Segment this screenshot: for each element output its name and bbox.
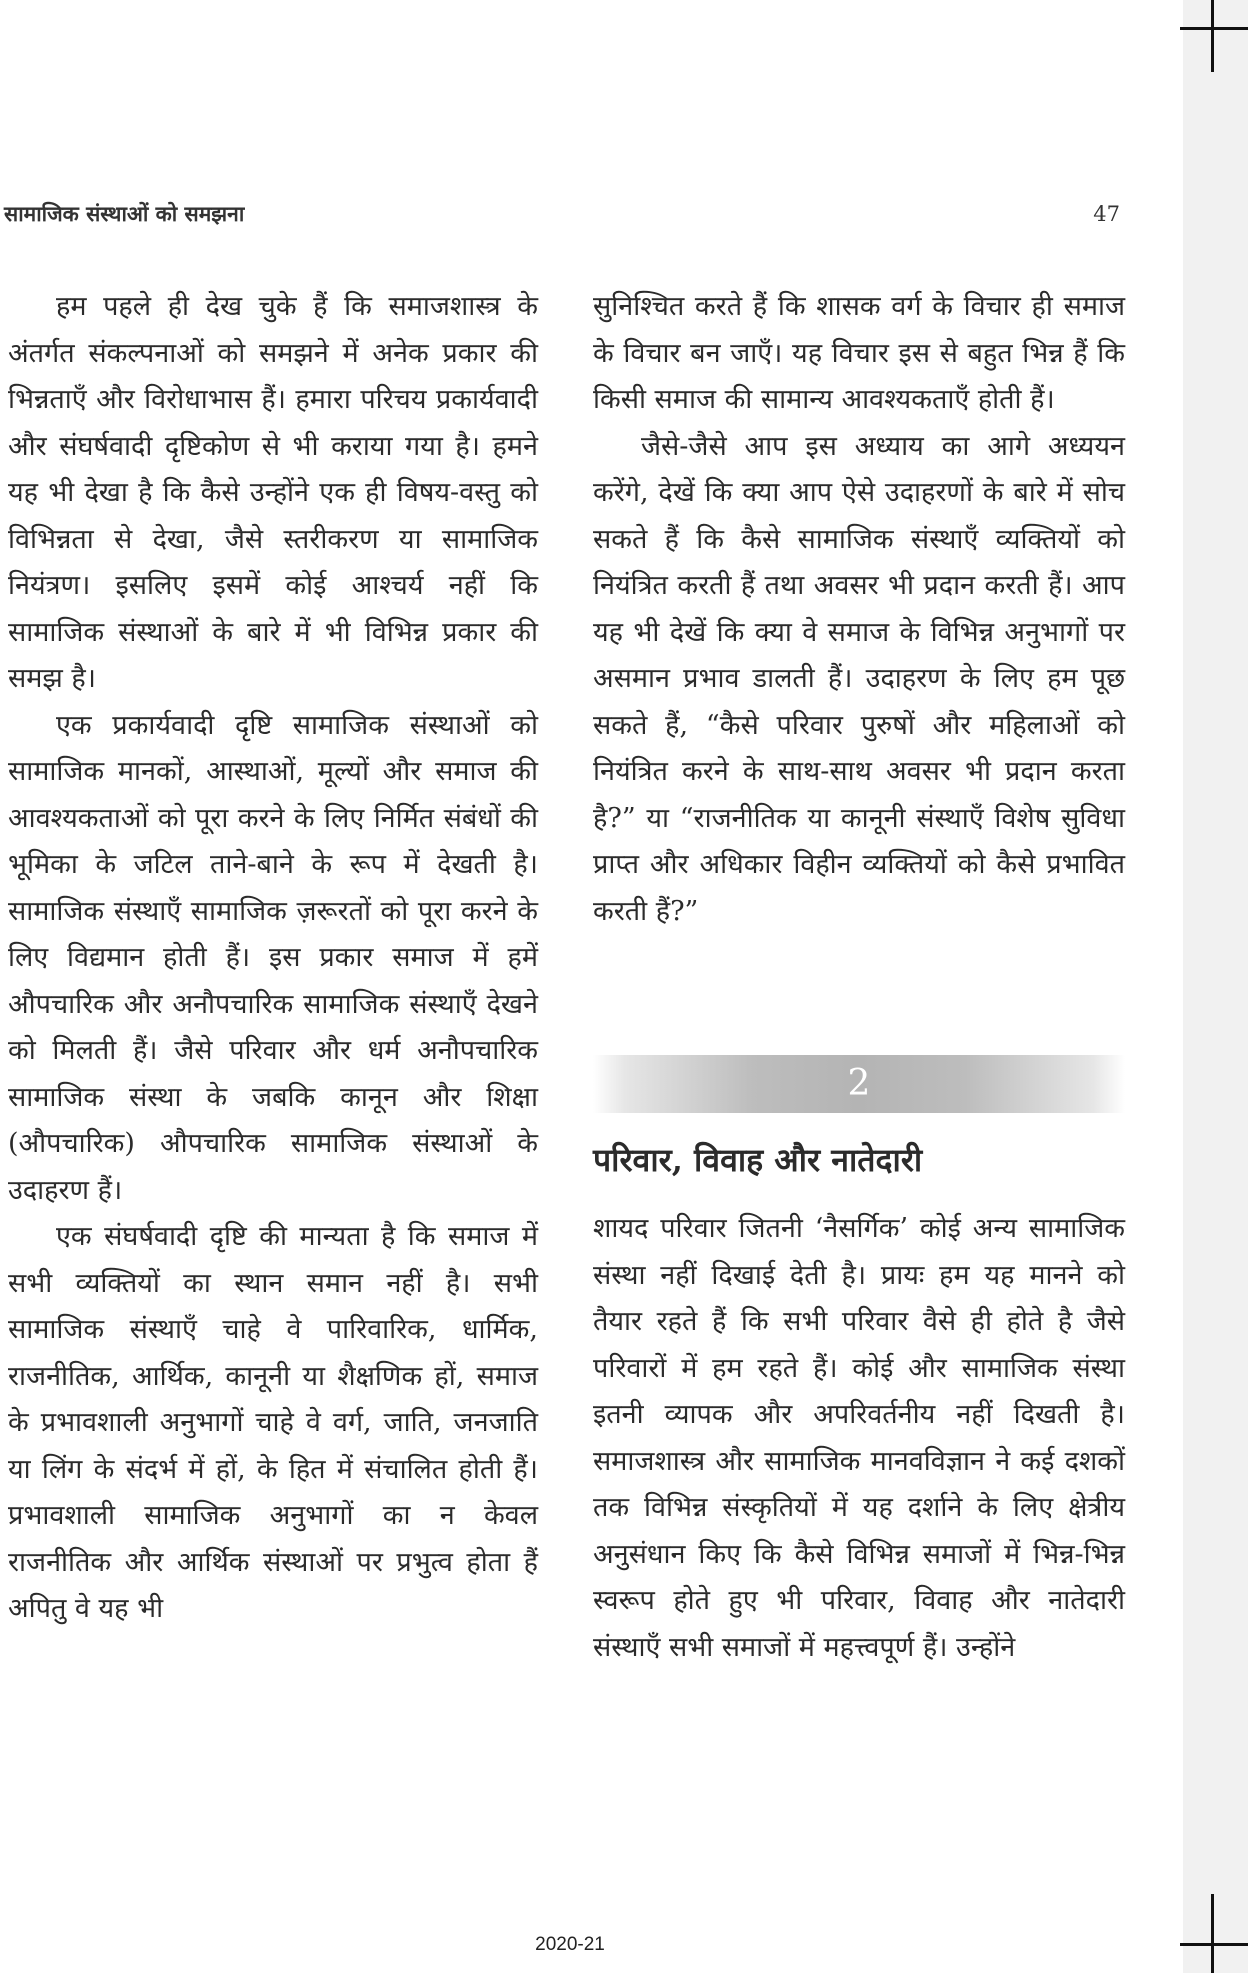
body-paragraph: सुनिश्चित करते हैं कि शासक वर्ग के विचार ही समाज के विचार बन जाएँ। यह विचार इस से बहुत भिन्न हैं कि किसी समाज की सामान्य आवश्यकताएँ होती हैं। [593,291,1125,415]
section-number-band [593,1055,1125,1113]
body-paragraph: शायद परिवार जितनी ‘नैसर्गिक’ कोई अन्य सामाजिक संस्था नहीं दिखाई देती है। प्रायः हम यह मानने को तैयार रहते हैं कि सभी परिवार वैसे ही होते है जैसे परिवारों में हम रहते हैं। कोई और सामाजिक संस्था इतनी व्यापक और अपरिवर्तनीय नहीं दिखती है। समाजशास्त्र और सामाजिक मानवविज्ञान ने कई दशकों तक विभिन्न संस्कृतियों में यह दर्शाने के लिए क्षेत्रीय अनुसंधान किए कि कैसे विभिन्न समाजों में भिन्न-भिन्न स्वरूप होते हुए भी परिवार, विवाह और नातेदारी संस्थाएँ सभी समाजों में महत्त्वपूर्ण हैं। उन्होंने [593,1213,1125,1663]
page-number: 47 [1093,202,1120,226]
right-column [593,284,1125,935]
section-body [593,1206,1125,1671]
section-heading: परिवार, विवाह और नातेदारी [593,1141,923,1179]
body-paragraph: हम पहले ही देख चुके हैं कि समाजशास्त्र के अंतर्गत संकल्पनाओं को समझने में अनेक प्रकार की भिन्नताएँ और विरोधाभास हैं। हमारा परिचय प्रकार्यवादी और संघर्षवादी दृष्टिकोण से भी कराया गया है। हमने यह भी देखा है कि कैसे उन्होंने एक ही विषय-वस्तु को विभिन्नता से देखा, जैसे स्तरीकरण या सामाजिक नियंत्रण। इसलिए इसमें कोई आश्चर्य नहीं कि सामाजिक संस्थाओं के बारे में भी विभिन्न प्रकार की समझ है। [8,291,538,694]
crop-mark-bottom-vertical [1211,1894,1214,1973]
crop-mark-top-horizontal [1180,27,1248,30]
body-paragraph: एक संघर्षवादी दृष्टि की मान्यता है कि समाज में सभी व्यक्तियों का स्थान समान नहीं है। सभी सामाजिक संस्थाएँ चाहे वे पारिवारिक, धार्मिक, राजनीतिक, आर्थिक, कानूनी या शैक्षणिक हों, समाज के प्रभावशाली अनुभागों चाहे वे वर्ग, जाति, जनजाति या लिंग के संदर्भ में हों, के हित में संचालित होती हैं। प्रभावशाली सामाजिक अनुभागों का न केवल राजनीतिक और आर्थिक संस्थाओं पर प्रभुत्व होता हैं अपितु वे यह भी [8,1221,538,1624]
page-margin-strip [1183,0,1248,1973]
body-paragraph: एक प्रकार्यवादी दृष्टि सामाजिक संस्थाओं को सामाजिक मानकों, आस्थाओं, मूल्यों और समाज की आवश्यकताओं को पूरा करने के लिए निर्मित संबंधों की भूमिका के जटिल ताने-बाने के रूप में देखती है। सामाजिक संस्थाएँ सामाजिक ज़रूरतों को पूरा करने के लिए विद्यमान होती हैं। इस प्रकार समाज में हमें औपचारिक और अनौपचारिक सामाजिक संस्थाएँ देखने को मिलती हैं। जैसे परिवार और धर्म अनौपचारिक सामाजिक संस्था के जबकि कानून और शिक्षा (औपचारिक) औपचारिक सामाजिक संस्थाओं के उदाहरण हैं। [8,709,538,1206]
section-number: 2 [847,1063,871,1104]
body-paragraph: जैसे-जैसे आप इस अध्याय का आगे अध्ययन करेंगे, देखें कि क्या आप ऐसे उदाहरणों के बारे में सोच सकते हैं कि कैसे सामाजिक संस्थाएँ व्यक्तियों को नियंत्रित करती हैं तथा अवसर भी प्रदान करती हैं। आप यह भी देखें कि क्या वे समाज के विभिन्न अनुभागों पर असमान प्रभाव डालती हैं। उदाहरण के लिए हम पूछ सकते हैं, “कैसे परिवार पुरुषों और महिलाओं को नियंत्रित करने के साथ-साथ अवसर भी प्रदान करता है?” या “राजनीतिक या कानूनी संस्थाएँ विशेष सुविधा प्राप्त और अधिकार विहीन व्यक्तियों को कैसे प्रभावित करती हैं?” [593,430,1125,927]
footer-year: 2020-21 [535,1934,605,1955]
crop-mark-bottom-horizontal [1180,1943,1248,1946]
left-column [8,284,538,1633]
running-title: सामाजिक संस्थाओं को समझना [4,201,245,226]
crop-mark-top-vertical [1211,0,1214,72]
